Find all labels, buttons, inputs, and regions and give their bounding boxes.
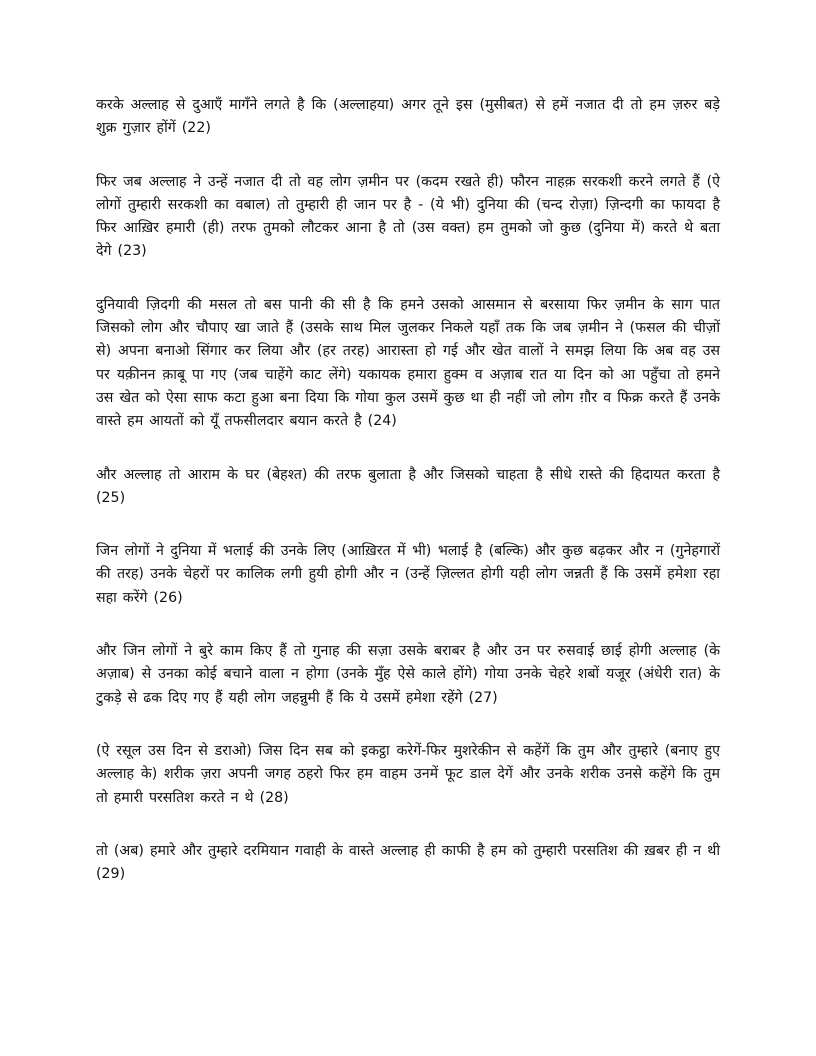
- text-body: [96, 94, 720, 916]
- paragraph-verse-25: और अल्लाह तो आराम के घर (बेहश्त) की तरफ बुलाता है और जिसको चाहता है सीधे रास्ते की हिदायत करता है (25): [96, 466, 720, 506]
- paragraph-verse-24: दुनियावी ज़िदगी की मसल तो बस पानी की सी है कि हमने उसको आसमान से बरसाया फिर ज़मीन के साग पात जिसको लोग और चौपाए खा जाते हैं (उसके साथ मिल जुलकर निकले यहाँ तक कि जब ज़मीन ने (फसल की चीज़ों से) अपना बनाओ सिंगार कर लिया और (हर तरह) आरास्ता हो गई और खेत वालों ने समझ लिया कि अब वह उस पर यक़ीनन क़ाबू पा गए (जब चाहेंगे काट लेंगे) यकायक हमारा हुक्म व अज़ाब रात या दिन को आ पहुँचा तो हमने उस खेत को ऐसा साफ कटा हुआ बना दिया कि गोया कुल उसमें कुछ था ही नहीं जो लोग ग़ौर व फिक्र करते हैं उनके वास्ते हम आयतों को यूँ तफसीलदार बयान करते है (24): [96, 296, 720, 430]
- paragraph-verse-23: फिर जब अल्लाह ने उन्हें नजात दी तो वह लोग ज़मीन पर (कदम रखते ही) फौरन नाहक़ सरकशी करने लगते हैं (ऐ लोगों तुम्हारी सरकशी का वबाल) तो तुम्हारी ही जान पर है - (ये भी) दुनिया की (चन्द रोज़ा) ज़िन्दगी का फायदा है फिर आख़िर हमारी (ही) तरफ तुमको लौटकर आना है तो (उस वक्त) हम तुमको जो कुछ (दुनिया में) करते थे बता देगे (23): [96, 173, 720, 260]
- paragraph-verse-26: जिन लोगों ने दुनिया में भलाई की उनके लिए (आख़िरत में भी) भलाई है (बल्कि) और कुछ बढ़कर और न (गुनेहगारों की तरह) उनके चेहरों पर कालिक लगी हुयी होगी और न (उन्हें ज़िल्लत होगी यही लोग जन्नती हैं कि उसमें हमेशा रहा सहा करेंगे (26): [96, 543, 720, 606]
- paragraph-verse-28: (ऐ रसूल उस दिन से डराओ) जिस दिन सब को इकट्ठा करेगें-फिर मुशरेकीन से कहेंगें कि तुम और तुम्हारे (बनाए हुए अल्लाह के) शरीक ज़रा अपनी जगह ठहरो फिर हम वाहम उनमें फूट डाल देगें और उनके शरीक उनसे कहेंगे कि तुम तो हमारी परसतिश करते न थे (28): [96, 742, 720, 806]
- paragraph-verse-27: और जिन लोगों ने बुरे काम किए हैं तो गुनाह की सज़ा उसके बराबर है और उन पर रुसवाई छाई होगी अल्लाह (के अज़ाब) से उनका कोई बचाने वाला न होगा (उनके मुँह ऐसे काले होंगे) गोया उनके चेहरे शबों यजूर (अंधेरी रात) के टुकड़े से ढक दिए गए हैं यही लोग जहन्नुमी हैं कि ये उसमें हमेशा रहेंगे (27): [96, 643, 720, 706]
- paragraph-verse-29: तो (अब) हमारे और तुम्हारे दरमियान गवाही के वास्ते अल्लाह ही काफी है हम को तुम्हारी परसतिश की ख़बर ही न थी (29): [96, 842, 720, 883]
- paragraph-verse-22: करके अल्लाह से दुआएँ मागँने लगते है कि (अल्लाहया) अगर तूने इस (मुसीबत) से हमें नजात दी तो हम ज़रुर बड़े शुक्र गुज़ार होंगें (22): [96, 97, 720, 137]
